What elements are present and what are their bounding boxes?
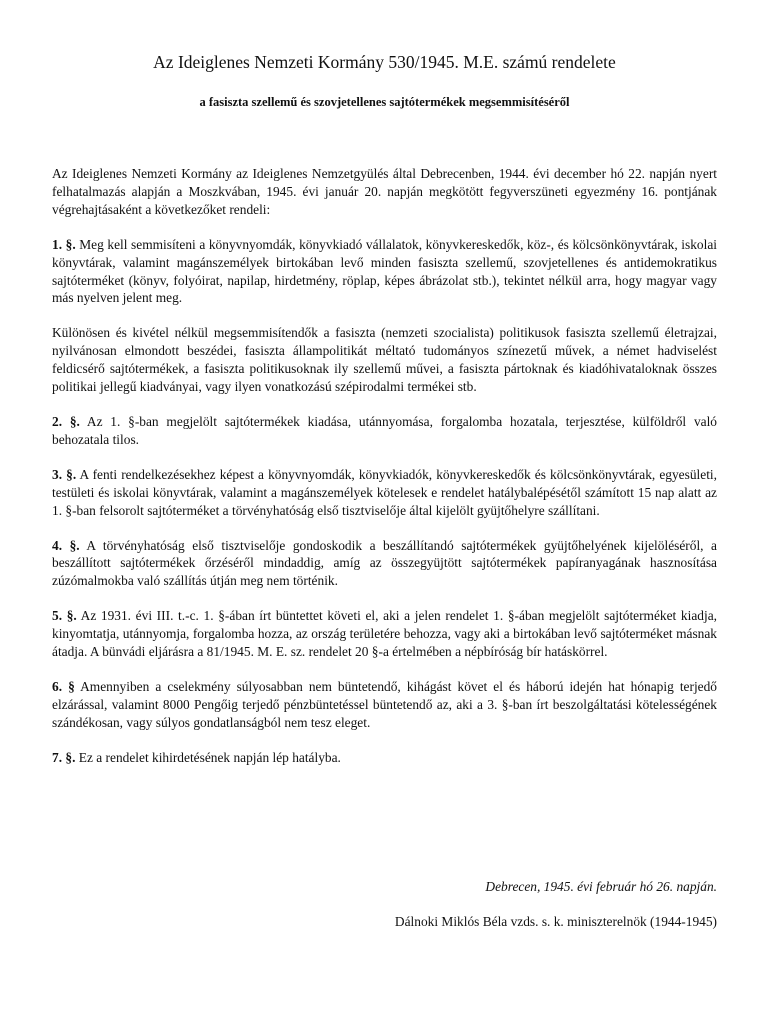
document-body [52,165,717,784]
section-number: 6. § [52,678,75,694]
signer-line: Dálnoki Miklós Béla vzds. s. k. miniszterelnök (1944-1945) [394,914,717,929]
section-number: 5. §. [52,608,77,624]
section-1 [52,236,717,308]
section-6 [52,678,717,732]
intro-paragraph: Az Ideiglenes Nemzeti Kormány az Ideiglenes Nemzetgyülés által Debrecenben, 1944. évi december hó 22. napján nyert felhatalmazás alapján a Moszkvában, 1945. évi január 20. napján megkötött fegyverszüneti egyezmény 16. pontjának végrehajtásaként a következőket rendeli: [52,166,717,217]
section-7 [52,749,717,767]
section-text: A fenti rendelkezésekhez képest a könyvnyomdák, könyvkiadók, könyvkereskedők és kölcsönkönyvtárak, egyesületi, testületi és iskolai könyvtárak, valamint a magánszemélyek kötelesek e rendelet hatálybalépésétől számított 15 nap alatt az 1. §-ban felsorolt sajtóterméket a törvényhatóság első tisztviselője által kijelölt gyüjtőhelyre szállítani. [52,466,717,518]
document-page [52,0,717,1024]
document-title: Az Ideiglenes Nemzeti Kormány 530/1945. M.E. számú rendelete [153,52,616,72]
section-number: 3. §. [52,466,77,482]
section-5 [52,607,717,661]
section-text: Amennyiben a cselekmény súlyosabban nem büntetendő, kihágást követ el és háború idején hat hónapig terjedő elzárással, valamint 8000 Pengőig terjedő pénzbüntetéssel büntetendő az, aki a 3. §-ban írt beszolgáltatási kötelességének szándékosan, vagy súlyos gondatlanságból nem tesz eleget. [52,678,717,730]
date-line: Debrecen, 1945. évi február hó 26. napján. [485,879,717,894]
section-1-continued [52,324,717,396]
section-text: Meg kell semmisíteni a könyvnyomdák, könyvkiadó vállalatok, könyvkereskedők, köz-, és kölcsönkönyvtárak, iskolai könyvtárak, valamint magánszemélyek birtokában levő minden fasiszta szellemű, szovjetellenes és antidemokratikus sajtóterméket (könyv, folyóirat, napilap, hirdetmény, röplap, képes ábrázolat stb.), tekintet nélkül arra, hogy magyar vagy más nyelven jelent meg. [52,236,717,306]
section-text: Különösen és kivétel nélkül megsemmisítendők a fasiszta (nemzeti szocialista) politikusok fasiszta szellemű életrajzai, nyilvánosan elmondott beszédei, fasiszta állampolitikát méltató tudományos színezetű művek, a német hadviselést feldicsérő sajtótermékek, a fasiszta politikusoknak ily szellemű művei, a fasiszta pártoknak és kiadóhivataloknak összes politikai jellegű kiadványai, vagy ilyen vonatkozású szépirodalmi termékei stb. [52,325,717,395]
section-number: 2. §. [52,413,80,429]
section-text: Az 1931. évi III. t.-c. 1. §-ában írt büntettet követi el, aki a jelen rendelet 1. §-ában megjelölt sajtóterméket kiadja, kinyomtatja, utánnyomja, forgalomba hozza, az ország területére behozza, vagy aki a birtokában levő sajtóterméket másnak átadja. A bünvádi eljárásra a 81/1945. M. E. sz. rendelet 20 §-a értelmében a népbíróság bír hatáskörrel. [52,608,717,660]
section-text: Ez a rendelet kihirdetésének napján lép hatályba. [75,749,341,765]
section-number: 7. §. [52,749,76,765]
section-4 [52,537,717,591]
section-number: 1. §. [52,236,76,252]
section-text: A törvényhatóság első tisztviselője gondoskodik a beszállítandó sajtótermékek gyüjtőhelyének kijelöléséről, a beszállított sajtótermékek őrzéséről mindaddig, amíg az összegyüjtött sajtótermékek papíranyagának hasznosítása zúzómalmokba való szállítás útján meg nem történik. [52,537,717,589]
document-subtitle: a fasiszta szellemű és szovjetellenes sajtótermékek megsemmisítéséről [199,95,570,109]
section-3 [52,466,717,520]
section-number: 4. §. [52,537,80,553]
section-2 [52,413,717,449]
section-text: Az 1. §-ban megjelölt sajtótermékek kiadása, utánnyomása, forgalomba hozatala, terjesztése, külföldről való behozatala tilos. [52,413,717,447]
